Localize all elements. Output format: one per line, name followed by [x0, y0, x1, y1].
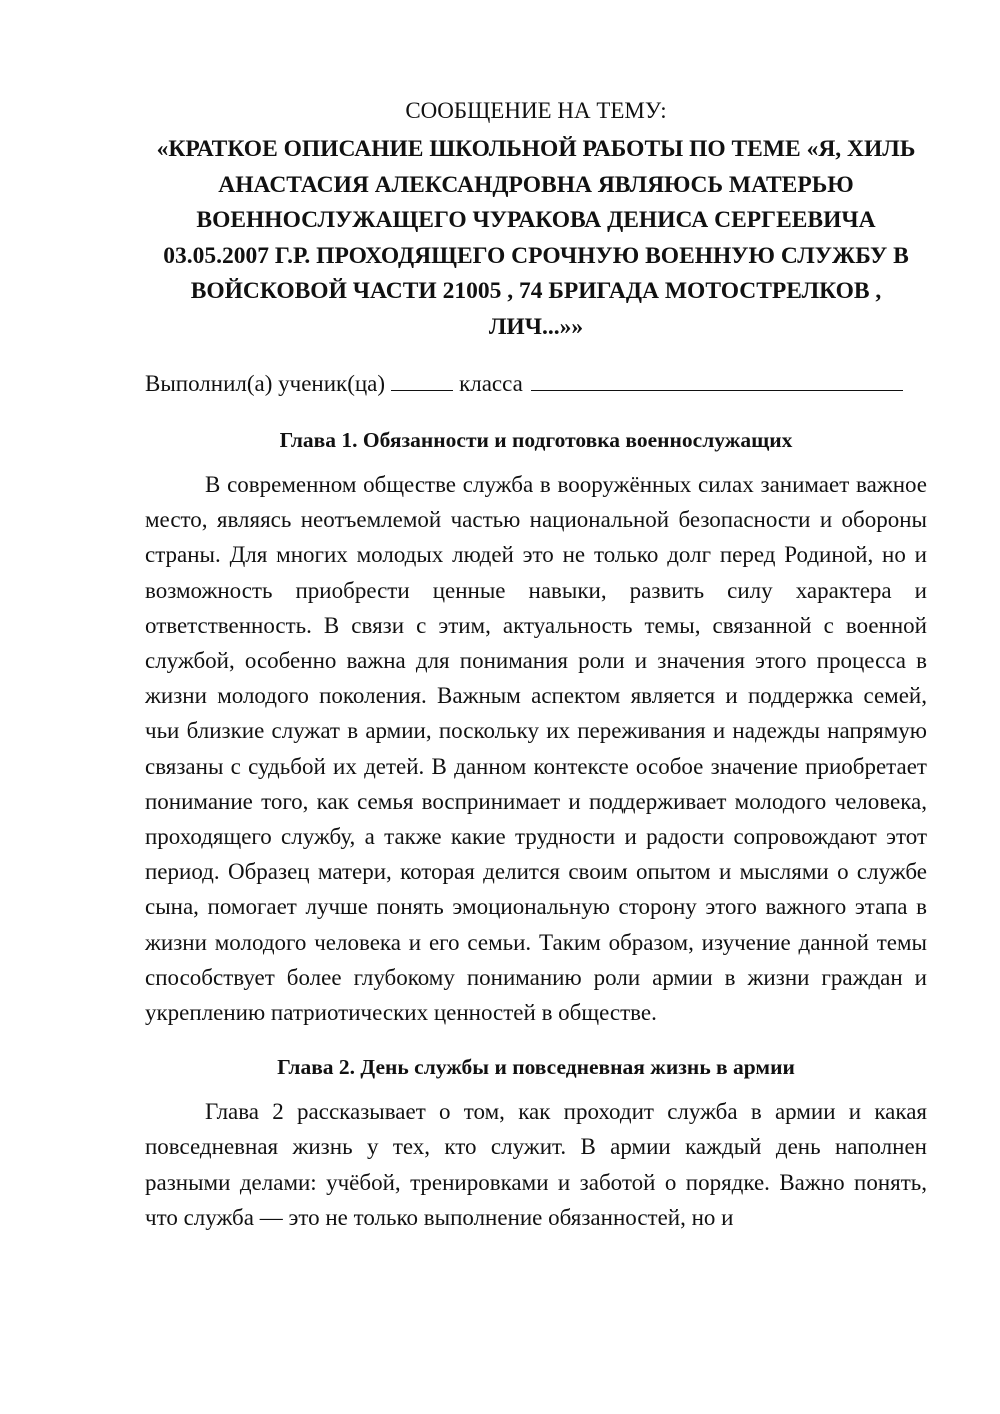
chapter-1-heading: Глава 1. Обязанности и подготовка военнослужащих	[279, 428, 793, 452]
class-label: класса	[459, 371, 523, 396]
performer-line	[145, 367, 927, 401]
performer-label: Выполнил(а) ученик(ца)	[145, 371, 386, 396]
chapter-2-paragraph: Глава 2 рассказывает о том, как проходит служба в армии и какая повседневная жизнь у тех, кто служит. В армии каждый день наполнен разными делами: учёбой, тренировками и заботой о порядке. Важно понять, что служба — это не только выполнение обязанностей, но и	[145, 1099, 927, 1230]
grade-blank	[391, 372, 453, 391]
chapter-1-paragraph: В современном обществе служба в вооружённых силах занимает важное место, являясь неотъемлемой частью национальной безопасности и обороны страны. Для многих молодых людей это не только долг перед Родиной, но и возможность приобрести ценные навыки, развить силу характера и ответственность. В связи с этим, актуальность темы, связанной с военной службой, особенно важна для понимания роли и значения этого процесса в жизни молодого поколения. Важным аспектом является и поддержка семей, чьи близкие служат в армии, поскольку их переживания и надежды напрямую связаны с судьбой их детей. В данном контексте особое значение приобретает понимание того, как семья воспринимает и поддерживает молодого человека, проходящего службу, а также какие трудности и радости сопровождают этот период. Образец матери, которая делится своим опытом и мыслями о службе сына, помогает лучше понять эмоциональную сторону этого важного этапа в жизни молодого человека и его семьи. Таким образом, изучение данной темы способствует более глубокому пониманию роли армии в жизни граждан и укреплению патриотических ценностей в обществе.	[145, 472, 927, 1026]
document-title: «КРАТКОЕ ОПИСАНИЕ ШКОЛЬНОЙ РАБОТЫ ПО ТЕМЕ «Я, ХИЛЬ АНАСТАСИЯ АЛЕКСАНДРОВНА ЯВЛЯЮСЬ МАТЕРЬЮ ВОЕННОСЛУЖАЩЕГО ЧУРАКОВА ДЕНИСА СЕРГЕЕВИЧА 03.05.2007 Г.Р. ПРОХОДЯЩЕГО СРОЧНУЮ ВОЕННУЮ СЛУЖБУ В ВОЙСКОВОЙ ЧАСТИ 21005 , 74 БРИГАДА МОТОСТРЕЛКОВ , ЛИЧ...»»	[156, 136, 916, 340]
class-name-blank	[531, 372, 903, 391]
document-content	[145, 94, 927, 1235]
document-supertitle: СООБЩЕНИЕ НА ТЕМУ:	[405, 98, 667, 123]
chapter-2-heading: Глава 2. День службы и повседневная жизнь в армии	[277, 1055, 795, 1080]
